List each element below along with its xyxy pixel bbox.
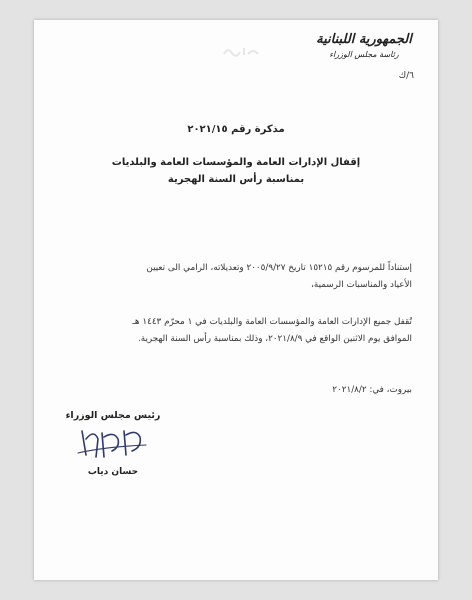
paragraph-2-line-1: تُقفل جميع الإدارات العامة والمؤسسات العامة والبلديات في ١ محرّم ١٤٤٣ هـ xyxy=(132,317,412,327)
memo-subject xyxy=(54,154,418,188)
paragraph-1-line-2: الأعياد والمناسبات الرسمية، xyxy=(311,280,412,290)
body-paragraph-1 xyxy=(66,260,412,294)
subject-line-1: إقفال الإدارات العامة والمؤسسات العامة والبلديات xyxy=(111,157,361,168)
body-paragraph-2 xyxy=(66,314,412,348)
faint-watermark-mark xyxy=(220,44,264,58)
handwritten-signature xyxy=(74,425,152,465)
memo-number: مذكرة رقم ٢٠٢١/١٥ xyxy=(187,124,285,135)
letterhead xyxy=(312,32,416,60)
letterhead-title: الجمهورية اللبنانية xyxy=(316,32,412,47)
paragraph-2-line-2: الموافق يوم الاثنين الواقع في ٢٠٢١/٨/٩، وذلك بمناسبة رأس السنة الهجرية. xyxy=(137,334,412,344)
document-page xyxy=(34,20,438,580)
signature-block xyxy=(58,410,168,477)
subject-line-2: بمناسبة رأس السنة الهجرية xyxy=(167,174,305,185)
signatory-title: رئيس مجلس الوزراء xyxy=(65,410,161,421)
paragraph-1-line-1: إستناداً للمرسوم رقم ١٥٢١٥ تاريخ ٢٠٠٥/٩/٢٧ وتعديلاته، الرامي الى تعيين xyxy=(146,263,412,273)
place-date-line: بيروت، في: ٢٠٢١/٨/٢ xyxy=(332,385,412,395)
signatory-name: حسان دياب xyxy=(87,467,139,477)
reference-code: ٦/ك xyxy=(398,71,414,81)
letterhead-subtitle: رئاسة مجلس الوزراء xyxy=(329,50,399,59)
